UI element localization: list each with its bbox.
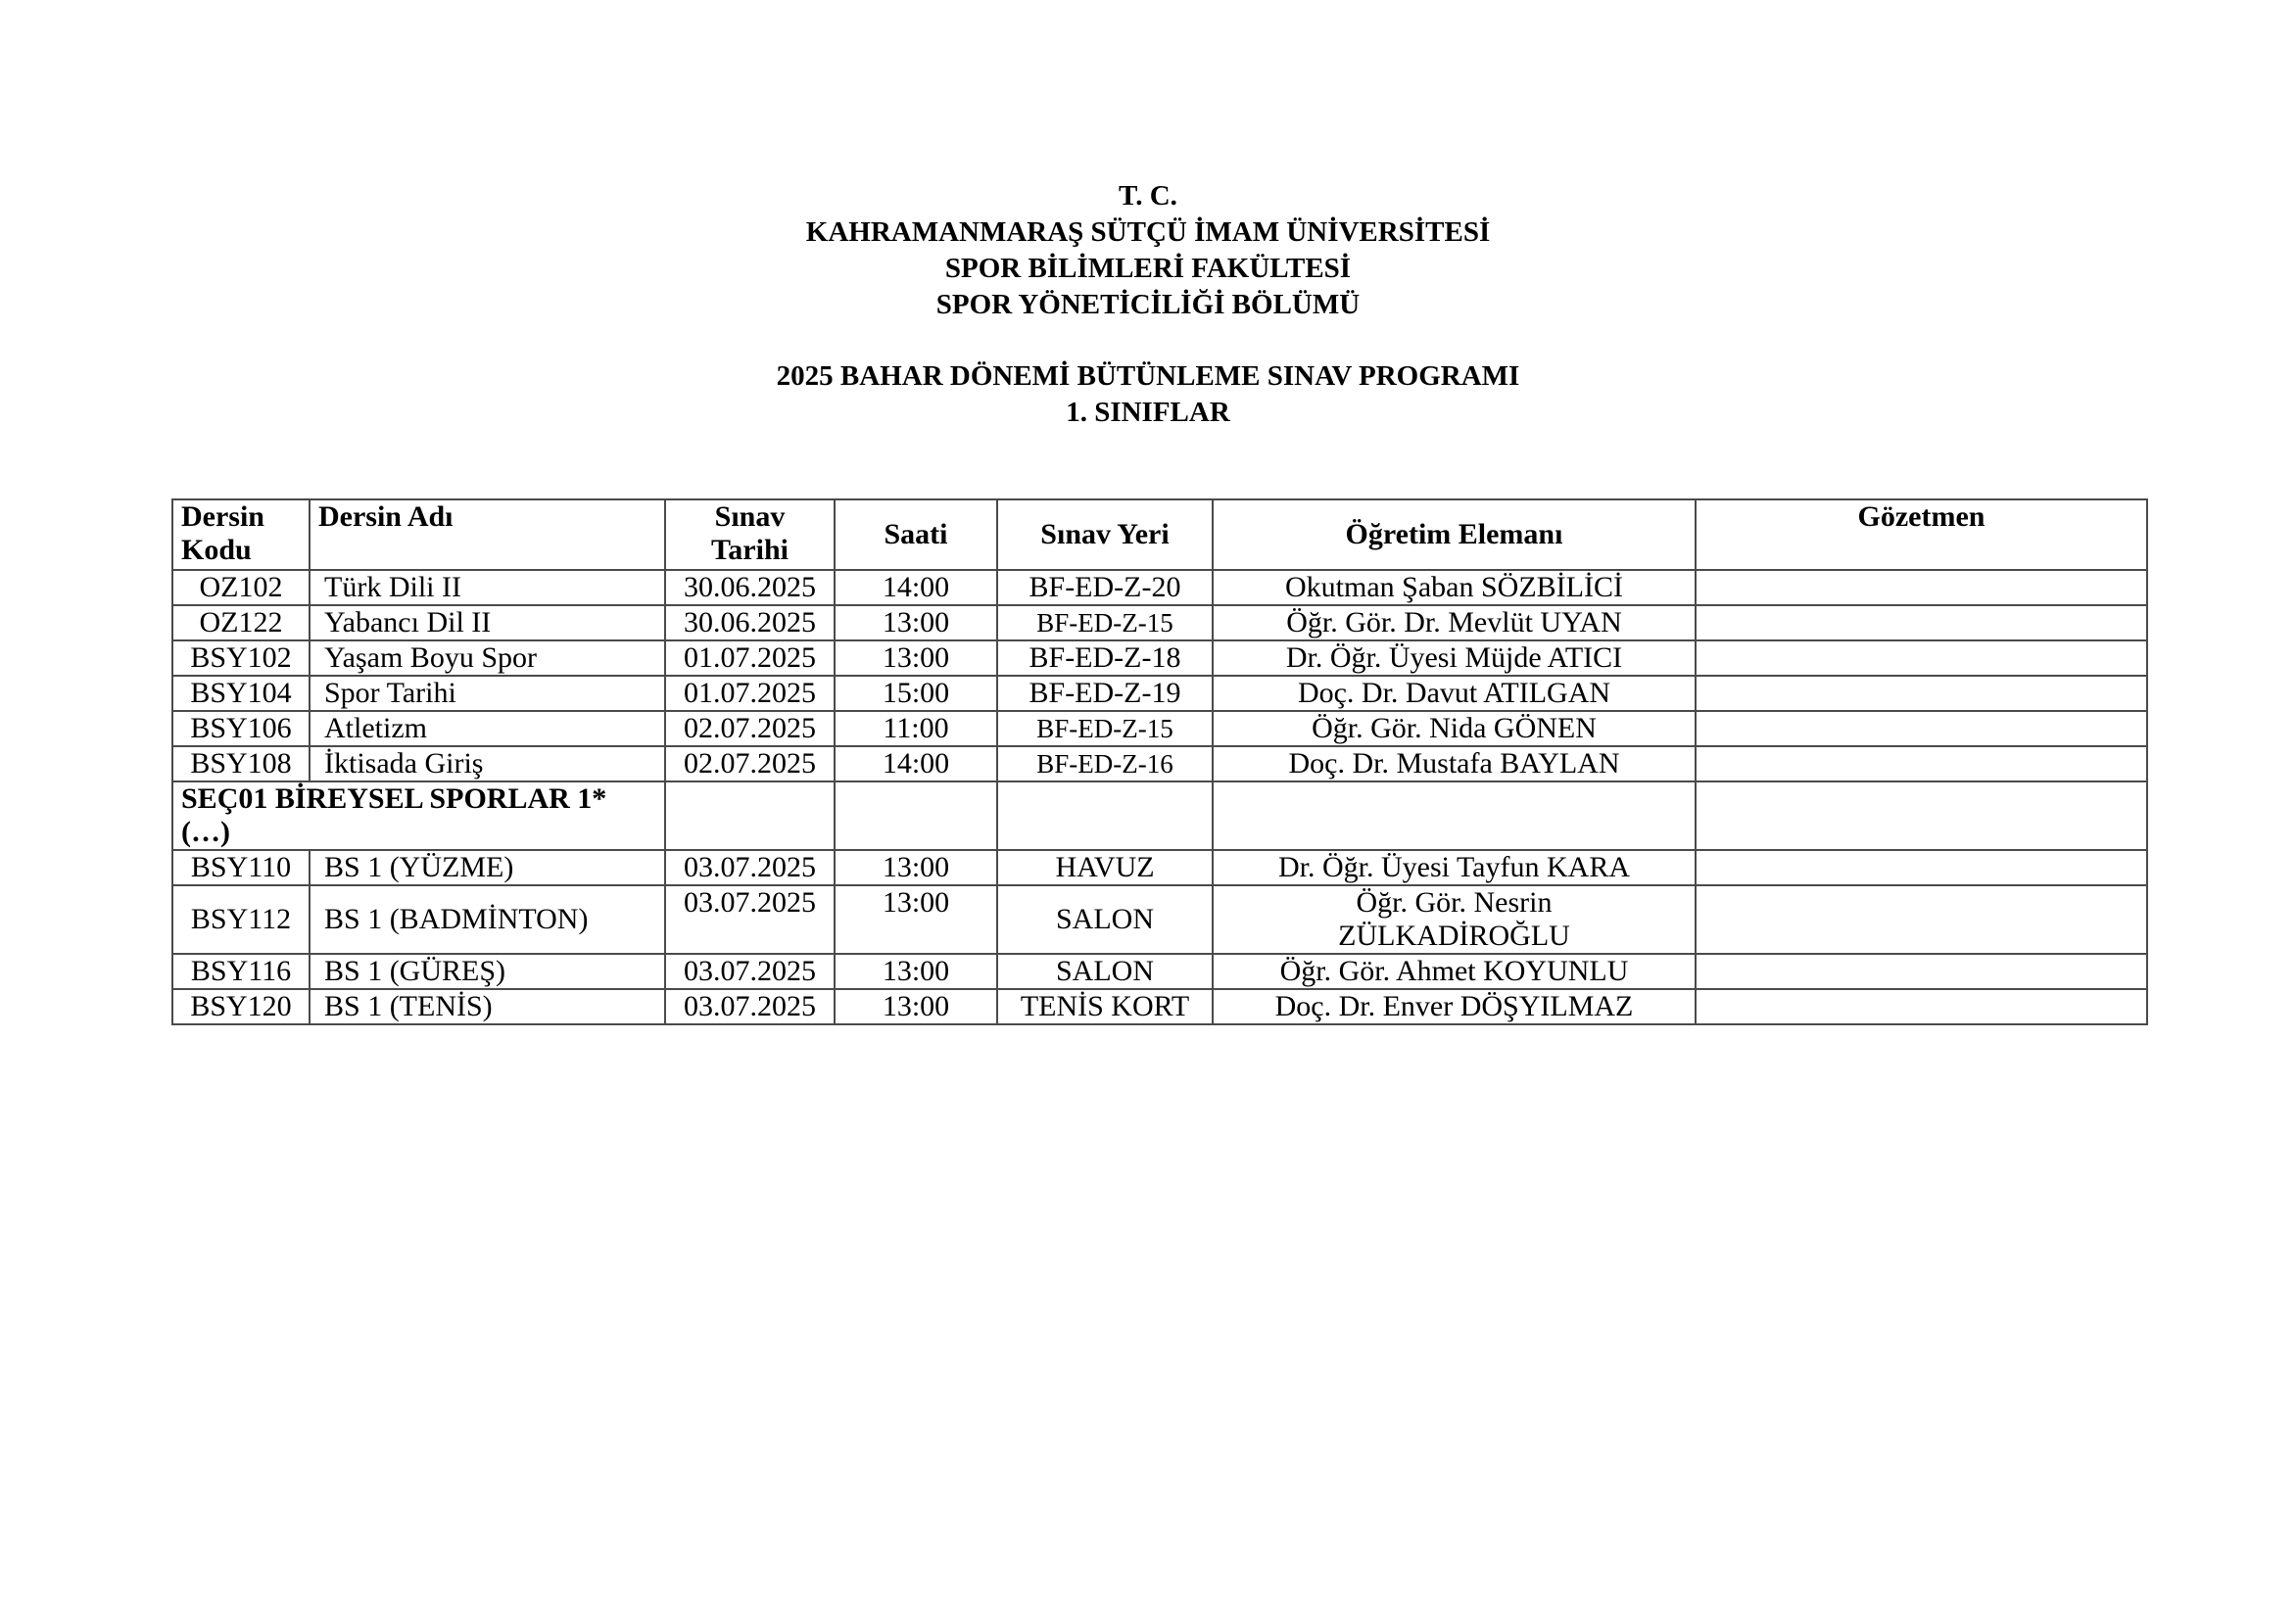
- cell-instructor: Dr. Öğr. Üyesi Müjde ATICI: [1213, 640, 1696, 676]
- cell-instructor: Öğr. Gör. Nesrin ZÜLKADİROĞLU: [1213, 885, 1696, 954]
- cell-date: 01.07.2025: [665, 640, 835, 676]
- col-header-date: Sınav Tarihi: [665, 499, 835, 570]
- table-row: [172, 676, 2147, 711]
- cell-proctor: [1696, 885, 2147, 954]
- cell-date: 03.07.2025: [665, 989, 835, 1024]
- cell-proctor: [1696, 746, 2147, 781]
- cell-date: 03.07.2025: [665, 885, 835, 954]
- cell-name: Atletizm: [310, 711, 665, 746]
- cell-instructor: Öğr. Gör. Ahmet KOYUNLU: [1213, 954, 1696, 989]
- col-header-code: Dersin Kodu: [172, 499, 310, 570]
- cell-name: Spor Tarihi: [310, 676, 665, 711]
- cell-date: 03.07.2025: [665, 954, 835, 989]
- cell-time: 13:00: [835, 954, 997, 989]
- section-empty-cell: [1213, 781, 1696, 850]
- col-header-instructor: Öğretim Elemanı: [1213, 499, 1696, 570]
- cell-code: BSY104: [172, 676, 310, 711]
- cell-name: BS 1 (GÜREŞ): [310, 954, 665, 989]
- cell-instructor: Doç. Dr. Davut ATILGAN: [1213, 676, 1696, 711]
- cell-proctor: [1696, 605, 2147, 640]
- table-header-row: [172, 499, 2147, 570]
- table-row: [172, 746, 2147, 781]
- cell-time: 13:00: [835, 885, 997, 954]
- cell-code: BSY102: [172, 640, 310, 676]
- cell-name: BS 1 (YÜZME): [310, 850, 665, 885]
- section-header-row: [172, 781, 2147, 850]
- table-row: [172, 711, 2147, 746]
- col-header-room: Sınav Yeri: [997, 499, 1213, 570]
- col-header-name: Dersin Adı: [310, 499, 665, 570]
- document-header: [0, 178, 2296, 431]
- cell-room: BF-ED-Z-15: [997, 605, 1213, 640]
- cell-code: BSY112: [172, 885, 310, 954]
- table-row: [172, 989, 2147, 1024]
- cell-date: 03.07.2025: [665, 850, 835, 885]
- cell-proctor: [1696, 989, 2147, 1024]
- table-row: [172, 570, 2147, 605]
- cell-code: OZ102: [172, 570, 310, 605]
- cell-time: 11:00: [835, 711, 997, 746]
- cell-code: BSY108: [172, 746, 310, 781]
- cell-room: BF-ED-Z-19: [997, 676, 1213, 711]
- cell-name: Yaşam Boyu Spor: [310, 640, 665, 676]
- cell-name: BS 1 (TENİS): [310, 989, 665, 1024]
- header-faculty: SPOR BİLİMLERİ FAKÜLTESİ: [944, 253, 1352, 284]
- header-line-tc: T. C.: [1119, 180, 1177, 212]
- cell-date: 02.07.2025: [665, 746, 835, 781]
- cell-proctor: [1696, 850, 2147, 885]
- col-header-time: Saati: [835, 499, 997, 570]
- document-title: 2025 BAHAR DÖNEMİ BÜTÜNLEME SINAV PROGRAMI: [776, 360, 1520, 392]
- table-row: [172, 954, 2147, 989]
- exam-schedule-table: [171, 498, 2148, 1025]
- header-university: KAHRAMANMARAŞ SÜTÇÜ İMAM ÜNİVERSİTESİ: [805, 216, 1491, 248]
- cell-name: Yabancı Dil II: [310, 605, 665, 640]
- cell-date: 02.07.2025: [665, 711, 835, 746]
- cell-room: TENİS KORT: [997, 989, 1213, 1024]
- section-empty-cell: [835, 781, 997, 850]
- cell-instructor: Dr. Öğr. Üyesi Tayfun KARA: [1213, 850, 1696, 885]
- cell-name: BS 1 (BADMİNTON): [310, 885, 665, 954]
- cell-time: 14:00: [835, 570, 997, 605]
- cell-name: Türk Dili II: [310, 570, 665, 605]
- cell-time: 13:00: [835, 850, 997, 885]
- cell-instructor: Okutman Şaban SÖZBİLİCİ: [1213, 570, 1696, 605]
- col-header-proctor: Gözetmen: [1696, 499, 2147, 570]
- cell-room: BF-ED-Z-18: [997, 640, 1213, 676]
- cell-code: BSY120: [172, 989, 310, 1024]
- table-row: [172, 605, 2147, 640]
- cell-instructor: Doç. Dr. Enver DÖŞYILMAZ: [1213, 989, 1696, 1024]
- table-row: [172, 850, 2147, 885]
- cell-proctor: [1696, 570, 2147, 605]
- cell-room: BF-ED-Z-20: [997, 570, 1213, 605]
- section-empty-cell: [1696, 781, 2147, 850]
- table-row: [172, 885, 2147, 954]
- section-empty-cell: [665, 781, 835, 850]
- cell-date: 30.06.2025: [665, 605, 835, 640]
- cell-time: 13:00: [835, 640, 997, 676]
- cell-instructor: Doç. Dr. Mustafa BAYLAN: [1213, 746, 1696, 781]
- cell-instructor: Öğr. Gör. Nida GÖNEN: [1213, 711, 1696, 746]
- section-label: SEÇ01 BİREYSEL SPORLAR 1* (…): [172, 781, 665, 850]
- cell-room: SALON: [997, 885, 1213, 954]
- table-row: [172, 640, 2147, 676]
- document-subtitle: 1. SINIFLAR: [1066, 397, 1230, 428]
- cell-code: BSY110: [172, 850, 310, 885]
- cell-room: HAVUZ: [997, 850, 1213, 885]
- section-empty-cell: [997, 781, 1213, 850]
- cell-proctor: [1696, 711, 2147, 746]
- cell-proctor: [1696, 676, 2147, 711]
- cell-code: BSY106: [172, 711, 310, 746]
- cell-date: 30.06.2025: [665, 570, 835, 605]
- cell-room: BF-ED-Z-15: [997, 711, 1213, 746]
- cell-time: 13:00: [835, 989, 997, 1024]
- cell-room: SALON: [997, 954, 1213, 989]
- cell-instructor: Öğr. Gör. Dr. Mevlüt UYAN: [1213, 605, 1696, 640]
- cell-room: BF-ED-Z-16: [997, 746, 1213, 781]
- cell-date: 01.07.2025: [665, 676, 835, 711]
- cell-proctor: [1696, 640, 2147, 676]
- cell-name: İktisada Giriş: [310, 746, 665, 781]
- cell-code: BSY116: [172, 954, 310, 989]
- cell-code: OZ122: [172, 605, 310, 640]
- cell-time: 14:00: [835, 746, 997, 781]
- header-department: SPOR YÖNETİCİLİĞİ BÖLÜMÜ: [935, 289, 1361, 320]
- cell-proctor: [1696, 954, 2147, 989]
- cell-time: 15:00: [835, 676, 997, 711]
- cell-time: 13:00: [835, 605, 997, 640]
